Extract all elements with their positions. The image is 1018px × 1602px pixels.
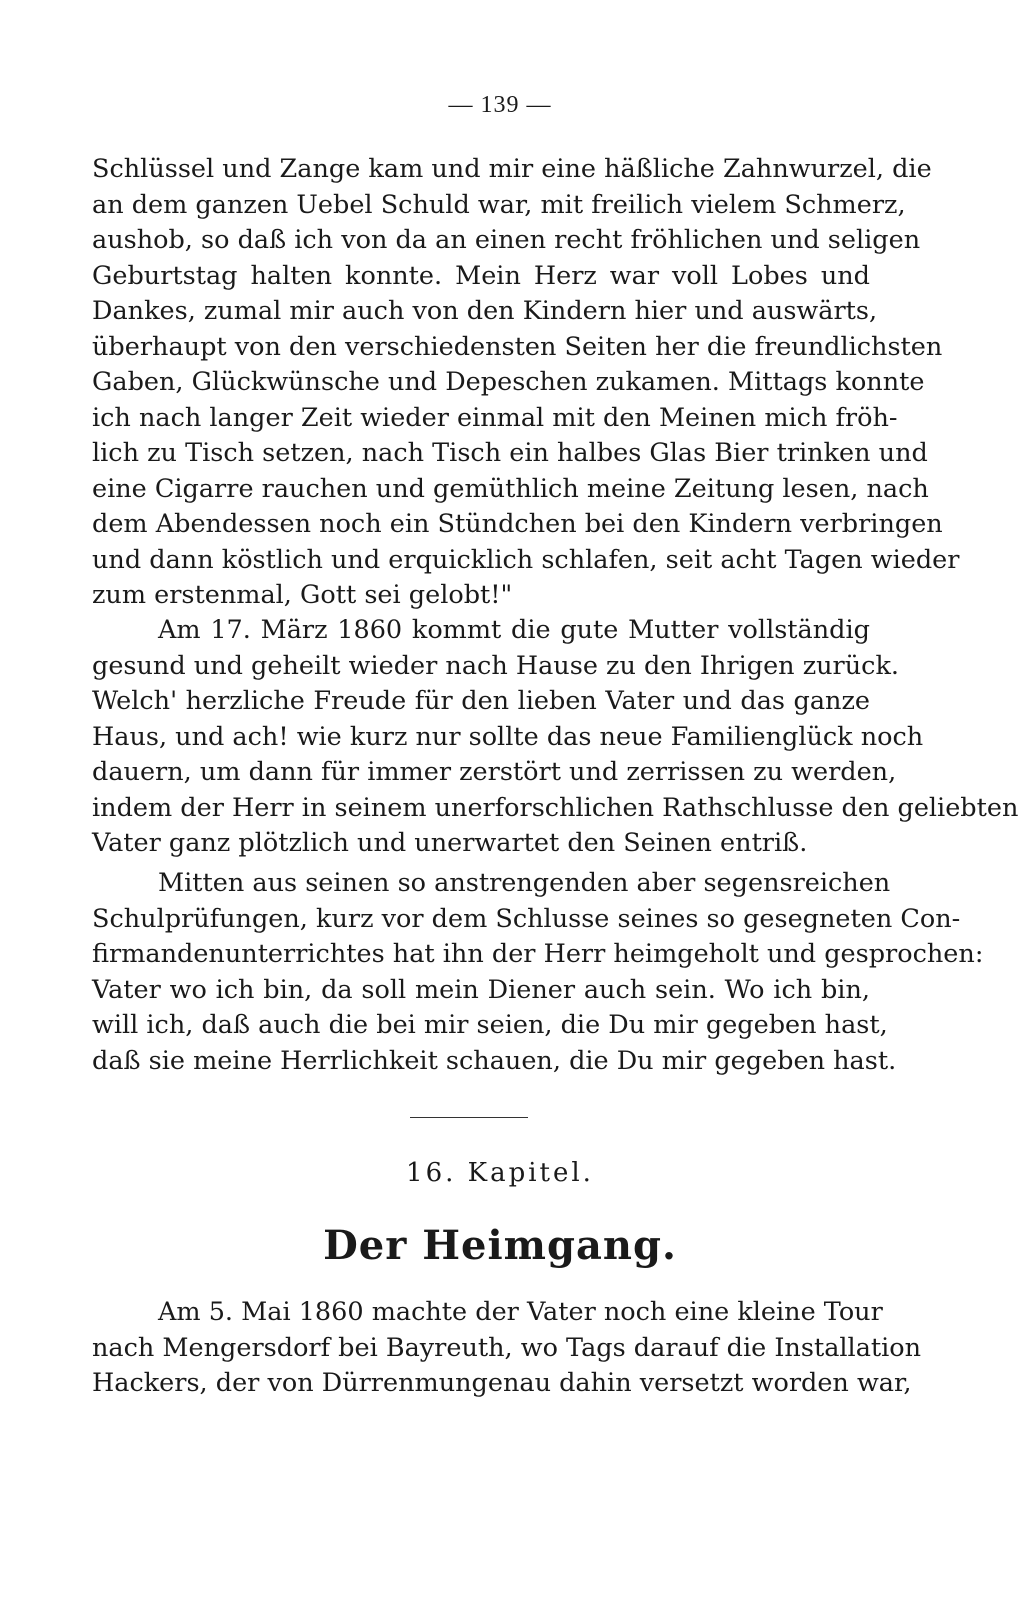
text-line: an dem ganzen Uebel Schuld war, mit freilich vielem Schmerz,	[92, 189, 906, 220]
text-line: lich zu Tisch setzen, nach Tisch ein halbes Glas Bier trinken und	[92, 438, 928, 468]
text-line: Schlüssel und Zange kam und mir eine häßliche Zahnwurzel, die	[92, 154, 932, 184]
text-line: Vater ganz plötzlich und unerwartet den Seinen entriß.	[92, 828, 808, 858]
text-line: Gaben, Glückwünsche und Depeschen zukamen. Mittags konnte	[92, 367, 925, 397]
text-line: zum erstenmal, Gott sei gelobt!"	[92, 580, 513, 610]
text-line: überhaupt von den verschiedensten Seiten her die freundlichsten	[92, 331, 943, 362]
page-number: — 139 —	[448, 92, 552, 118]
text-line: Mitten aus seinen so anstrengenden aber segensreichen	[158, 868, 891, 898]
text-line: Schulprüfungen, kurz vor dem Schlusse seines so gesegneten Con-	[92, 903, 961, 934]
section-divider	[410, 1117, 528, 1118]
text-line: eine Cigarre rauchen und gemüthlich meine Zeitung lesen, nach	[92, 473, 929, 504]
text-line: Vater wo ich bin, da soll mein Diener auch sein. Wo ich bin,	[92, 974, 870, 1005]
paragraph-1	[92, 152, 960, 614]
text-line: aushob, so daß ich von da an einen recht fröhlichen und seligen	[92, 225, 921, 255]
chapter-number: 16. Kapitel.	[406, 1158, 594, 1188]
paragraph-4	[92, 1295, 922, 1402]
text-line: Am 5. Mai 1860 machte der Vater noch eine kleine Tour	[158, 1297, 883, 1327]
text-line: will ich, daß auch die bei mir seien, die Du mir gegeben hast,	[92, 1010, 888, 1040]
text-line: daß sie meine Herrlichkeit schauen, die Du mir gegeben hast.	[92, 1045, 897, 1076]
chapter-title: Der Heimgang.	[323, 1222, 677, 1269]
text-line: Am 17. März 1860 kommt die gute Mutter vollständig	[158, 615, 870, 645]
text-line: Geburtstag halten konnte. Mein Herz war voll Lobes und	[92, 260, 870, 291]
text-line: dem Abendessen noch ein Stündchen bei den Kindern verbringen	[92, 509, 943, 539]
text-line: und dann köstlich und erquicklich schlafen, seit acht Tagen wieder	[92, 544, 960, 575]
text-line: indem der Herr in seinem unerforschlichen Rathschlusse den geliebten	[92, 792, 1018, 823]
text-line: firmandenunterrichtes hat ihn der Herr heimgeholt und gesprochen:	[92, 939, 984, 969]
text-line: gesund und geheilt wieder nach Hause zu den Ihrigen zurück.	[92, 650, 900, 681]
text-line: Hackers, der von Dürrenmungenau dahin versetzt worden war,	[92, 1368, 912, 1398]
text-line: nach Mengersdorf bei Bayreuth, wo Tags darauf die Installation	[92, 1332, 922, 1363]
paragraph-3	[92, 866, 984, 1079]
text-line: ich nach langer Zeit wieder einmal mit den Meinen mich fröh-	[92, 402, 898, 433]
text-line: Haus, und ach! wie kurz nur sollte das neue Familienglück noch	[92, 721, 924, 752]
text-line: Welch' herzliche Freude für den lieben Vater und das ganze	[92, 686, 870, 716]
text-line: dauern, um dann für immer zerstört und zerrissen zu werden,	[92, 757, 897, 787]
paragraph-2	[92, 613, 1018, 862]
text-line: Dankes, zumal mir auch von den Kindern hier und auswärts,	[92, 296, 878, 326]
